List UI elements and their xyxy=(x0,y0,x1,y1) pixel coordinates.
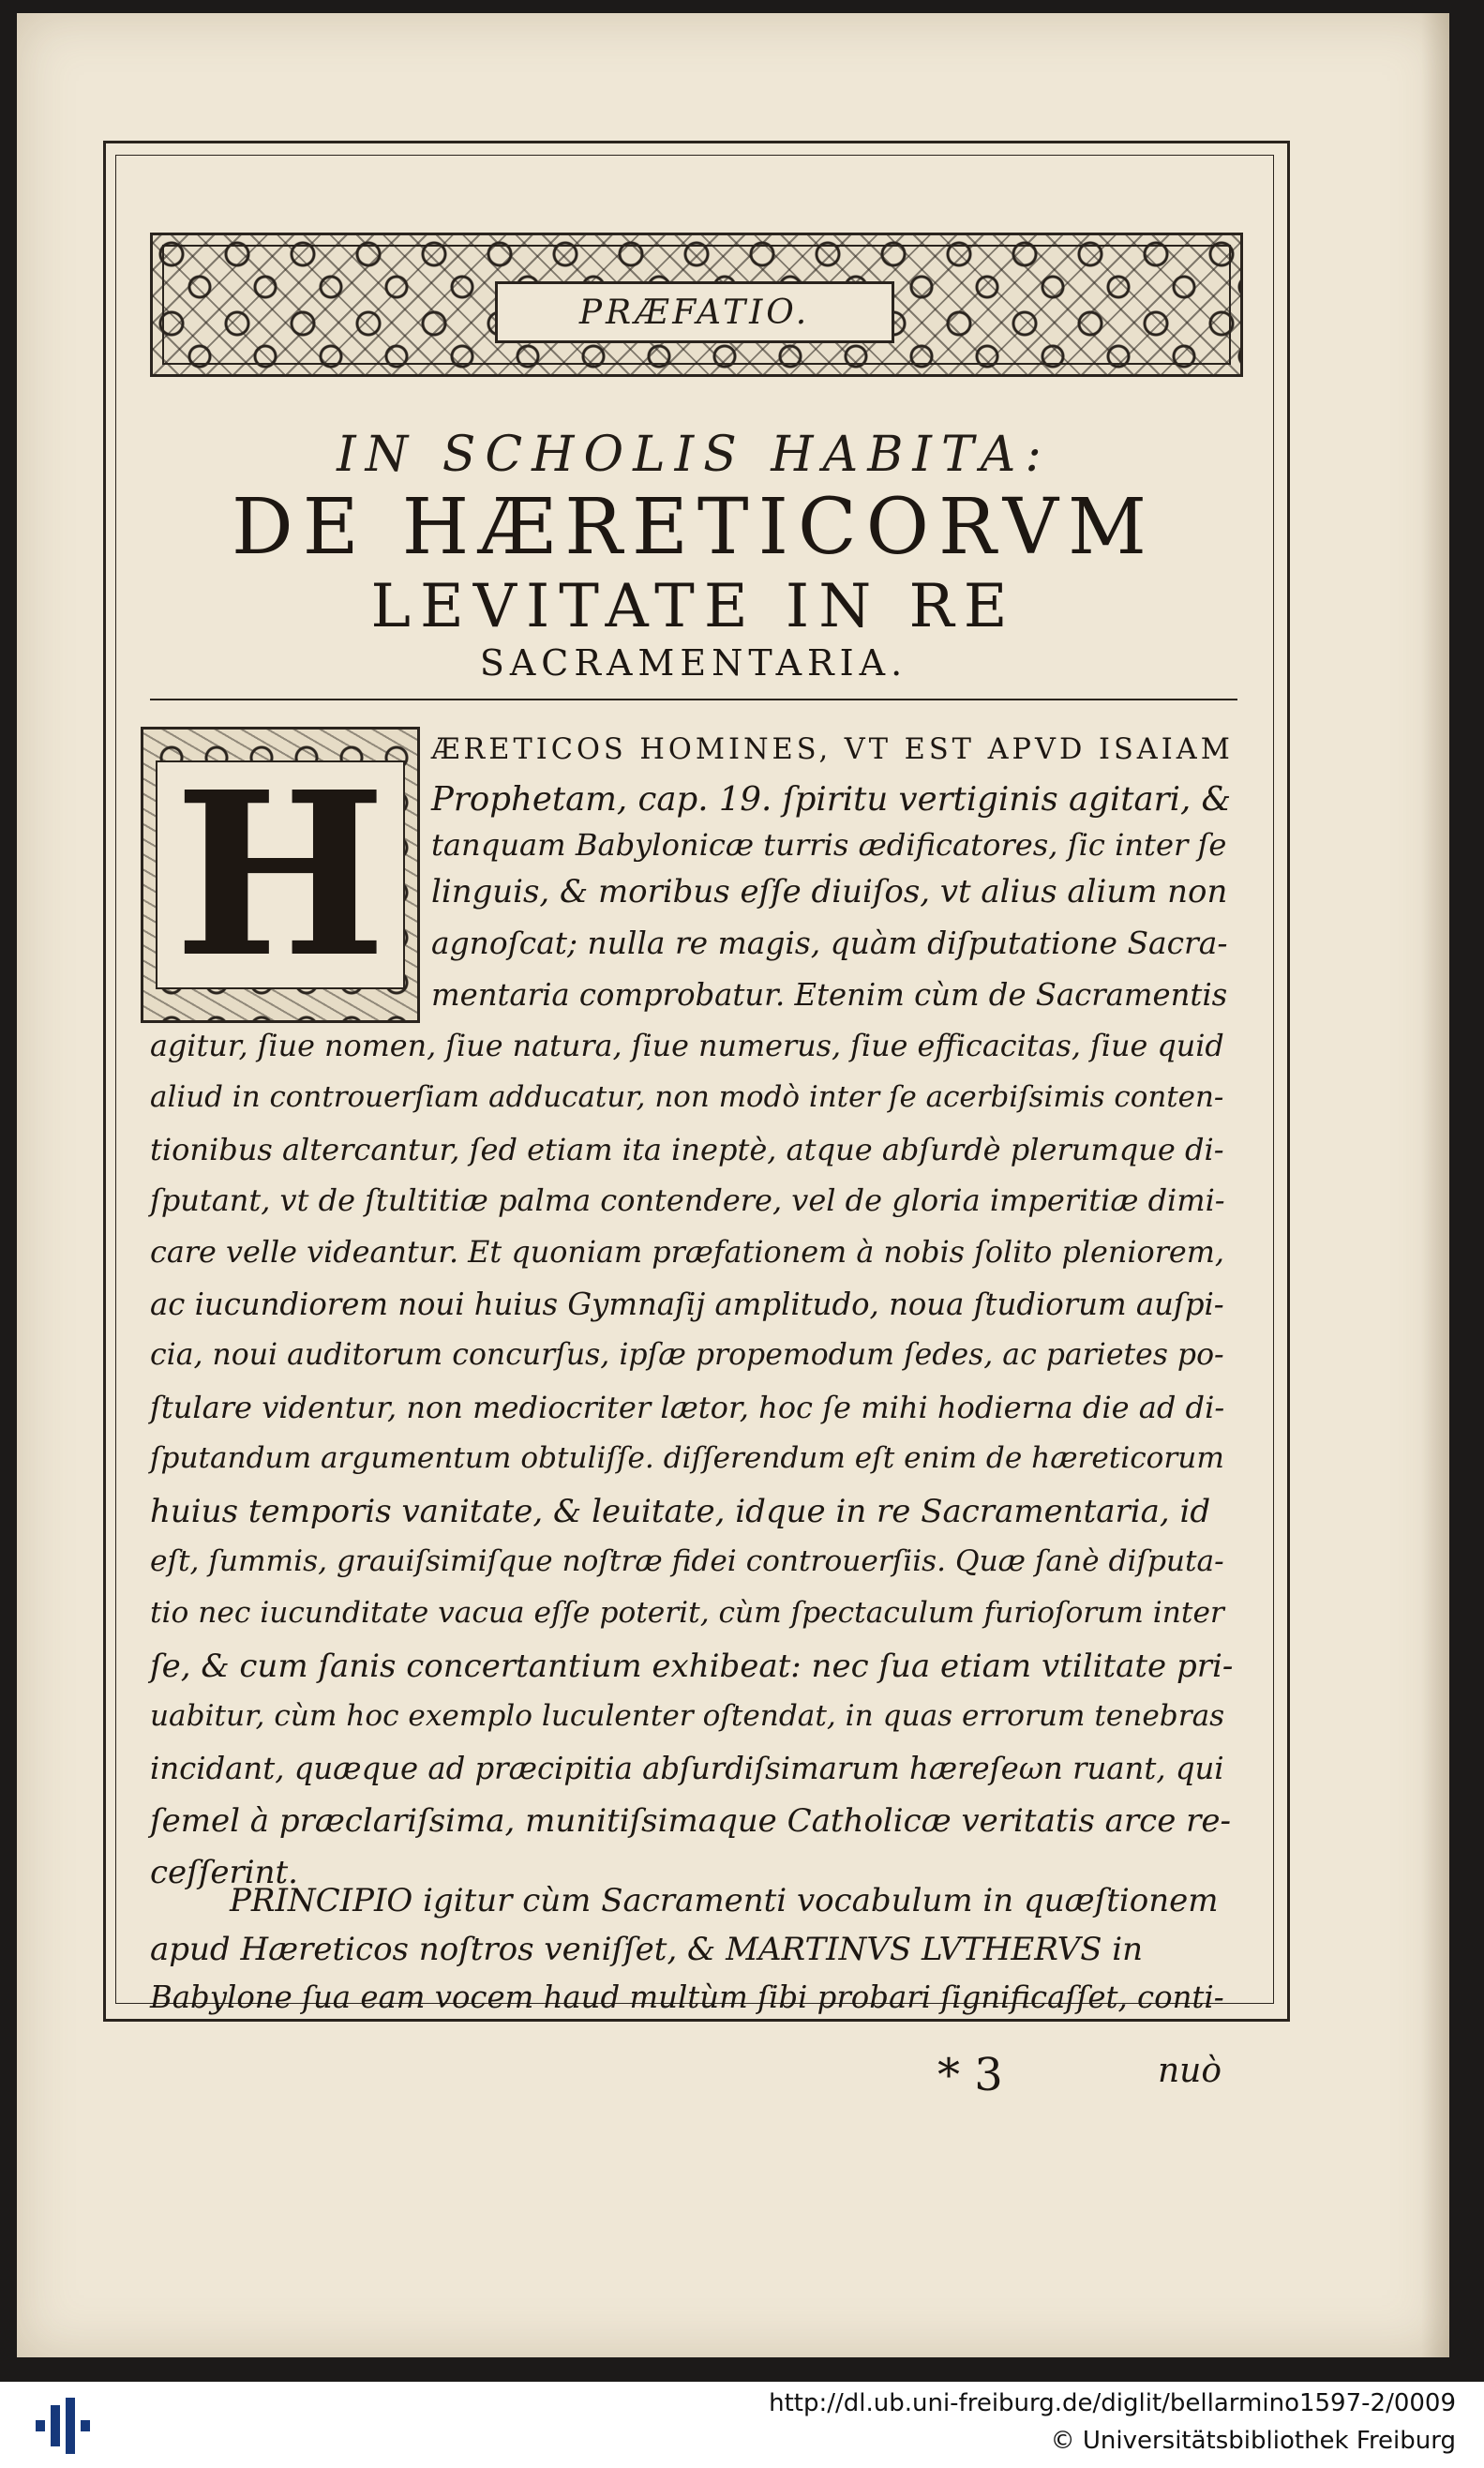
text-line-25: apud Hæreticos noſtros veniſſet, & MARTINVS LVTHERVS in xyxy=(150,1931,1144,1968)
page-title: PRÆFATIO. xyxy=(495,281,894,343)
page-url-link[interactable]: http://dl.ub.uni-freiburg.de/diglit/bellarmino1597-2/0009 xyxy=(769,2389,1456,2417)
text-line-8: aliud in controuerſiam adducatur, non modò inter ſe acerbiſsimis conten- xyxy=(150,1080,1224,1114)
text-line-6: mentaria comprobatur. Etenim cùm de Sacramentis xyxy=(431,977,1228,1013)
text-line-24: PRINCIPIO igitur cùm Sacramenti vocabulum in quæſtionem xyxy=(230,1882,1219,1919)
text-line-9: tionibus altercantur, ſed etiam ita ineptè, atque abſurdè plerumque di- xyxy=(150,1132,1224,1167)
text-line-21: incidant, quæque ad præcipitia abſurdiſsimarum hæreſeωn ruant, qui xyxy=(150,1751,1224,1786)
signature-mark: * 3 xyxy=(937,2049,1003,2101)
text-line-7: agitur, ſiue nomen, ſiue natura, ſiue numerus, ſiue efficacitas, ſiue quid xyxy=(150,1028,1224,1063)
text-line-22: ſemel à præclariſsima, munitiſsimaque Catholicæ veritatis arce re- xyxy=(150,1802,1232,1840)
text-line-17: eſt, ſummis, grauiſsimiſque noſtræ fidei controuerſiis. Quæ ſanè diſputa- xyxy=(150,1544,1224,1578)
catchword: nuò xyxy=(1158,2052,1222,2090)
heading-line-1: IN SCHOLIS HABITA: xyxy=(337,427,1051,483)
text-line-13: cia, noui auditorum concurſus, ipſæ propemodum ſedes, ac parietes po- xyxy=(150,1338,1224,1372)
heading-line-2: DE HÆRETICORVM xyxy=(232,483,1156,572)
initial-letter: H xyxy=(156,760,406,989)
text-line-4: linguis, & moribus eſſe diuiſos, vt alius alium non xyxy=(431,873,1228,910)
library-logo-icon xyxy=(36,2398,92,2454)
text-line-23: ceſſerint. xyxy=(150,1854,298,1891)
text-line-19: ſe, & cum ſanis concertantium exhibeat: nec ſua etiam vtilitate pri- xyxy=(150,1648,1234,1685)
text-line-3: tanquam Babylonicæ turris ædificatores, ſic inter ſe xyxy=(431,827,1227,863)
heading-line-3: LEVITATE IN RE xyxy=(370,572,1017,641)
copyright-notice: © Universitätsbibliothek Freiburg xyxy=(1050,2427,1456,2455)
heading-line-4: SACRAMENTARIA. xyxy=(479,642,908,684)
heading-divider xyxy=(150,699,1237,700)
text-line-10: ſputant, vt de ſtultitiæ palma contendere, vel de gloria imperitiæ dimi- xyxy=(150,1182,1225,1218)
text-line-1: ÆRETICOS HOMINES, VT EST APVD ISAIAM xyxy=(431,733,1234,766)
text-line-18: tio nec iucunditate vacua eſſe poterit, cùm ſpectaculum furioſorum inter xyxy=(150,1596,1224,1630)
text-line-20: uabitur, cùm hoc exemplo luculenter oſtendat, in quas errorum tenebras xyxy=(150,1699,1225,1733)
text-line-26: Babylone ſua eam vocem haud multùm ſibi probari ſignificaſſet, conti- xyxy=(150,1979,1224,2015)
decorated-initial xyxy=(141,727,420,1023)
text-line-15: ſputandum argumentum obtuliſſe. diſſerendum eſt enim de hæreticorum xyxy=(150,1441,1224,1475)
text-line-11: care velle videantur. Et quoniam præfationem à nobis ſolito pleniorem, xyxy=(150,1234,1225,1270)
text-line-12: ac iucundiorem noui huius Gymnaſij amplitudo, noua ſtudiorum auſpi- xyxy=(150,1287,1224,1322)
text-line-16: huius temporis vanitate, & leuitate, idque in re Sacramentaria, id xyxy=(150,1493,1211,1530)
text-line-5: agnoſcat; nulla re magis, quàm diſputatione Sacra- xyxy=(431,925,1228,961)
text-line-14: ſtulare videntur, non mediocriter lætor, hoc ſe mihi hodierna die ad di- xyxy=(150,1390,1225,1425)
text-line-2: Prophetam, cap. 19. ſpiritu vertiginis agitari, & xyxy=(431,780,1232,819)
